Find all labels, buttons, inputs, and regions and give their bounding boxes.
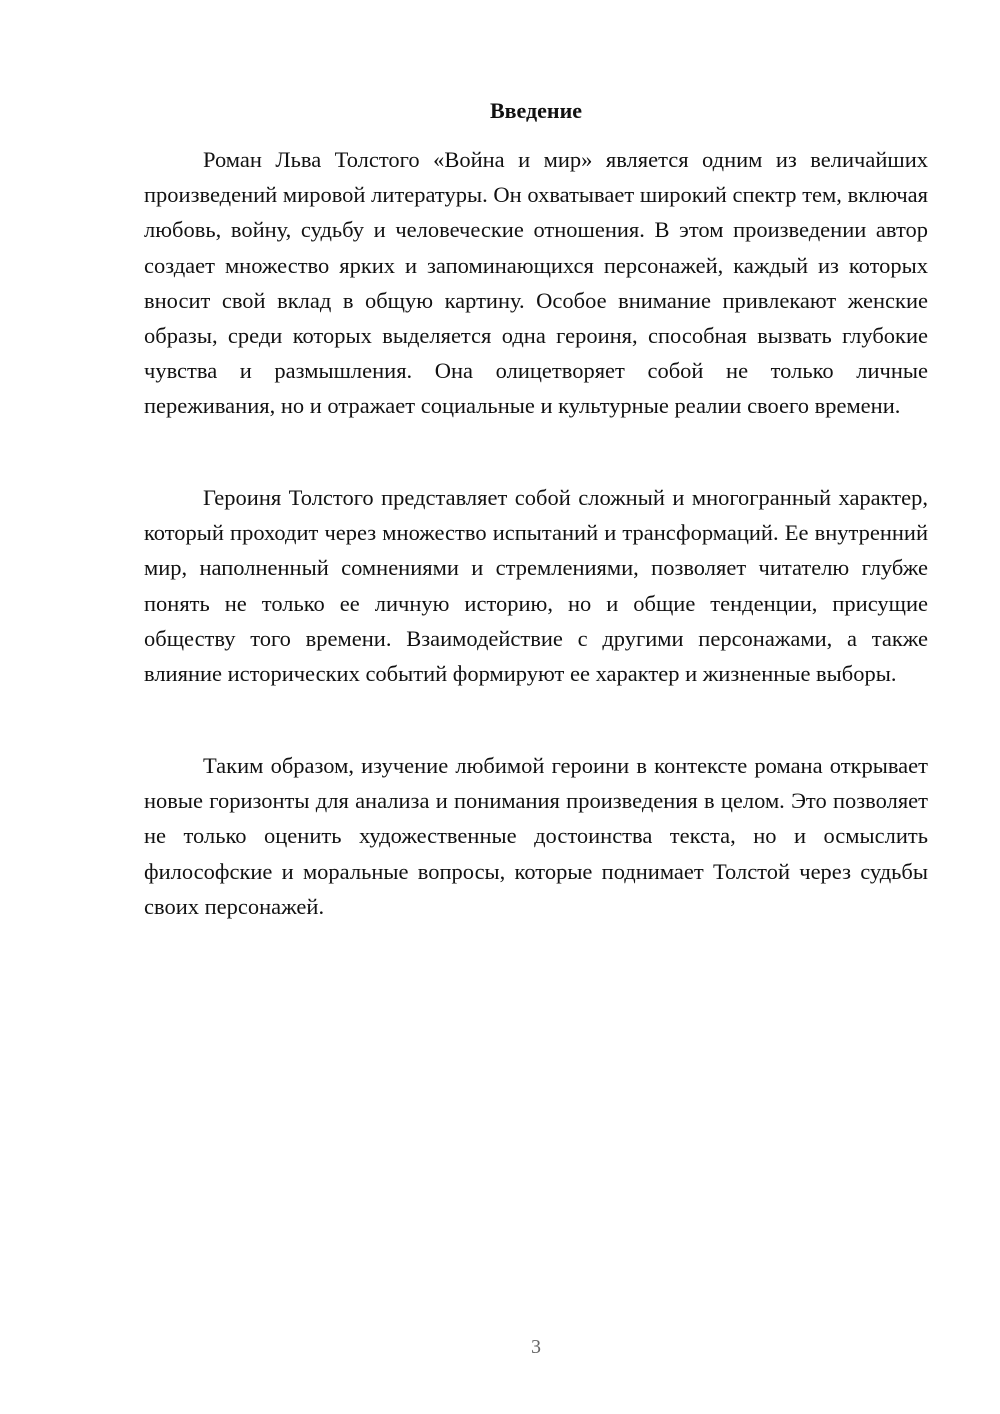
section-title: Введение [489,98,583,123]
paragraph-heroine: Героиня Толстого представляет собой сложный и многогранный характер, который проходит через множество испытаний и трансформаций. Ее внутренний мир, наполненный сомнениями и стремлениями, позволяет читателю глубже понять не только ее личную историю, но и общие тенденции, присущие обществу того времени. Взаимодействие с другими персонажами, а также влияние исторических событий формируют ее характер и жизненные выборы. [144,485,928,687]
page-number: 3 [531,1336,541,1358]
paragraph-intro: Роман Льва Толстого «Война и мир» является одним из величайших произведений мировой литературы. Он охватывает широкий спектр тем, включая любовь, войну, судьбу и человеческие отношения. В этом произведении автор создает множество ярких и запоминающихся персонажей, каждый из которых вносит свой вклад в общую картину. Особое внимание привлекают женские образы, среди которых выделяется одна героиня, способная вызвать глубокие чувства и размышления. Она олицетворяет собой не только личные переживания, но и отражает социальные и культурные реалии своего времени. [144,147,928,419]
paragraph-conclusion: Таким образом, изучение любимой героини в контексте романа открывает новые горизонты для анализа и понимания произведения в целом. Это позволяет не только оценить художественные достоинства текста, но и осмыслить философские и моральные вопросы, которые поднимает Толстой через судьбы своих персонажей. [144,753,928,919]
